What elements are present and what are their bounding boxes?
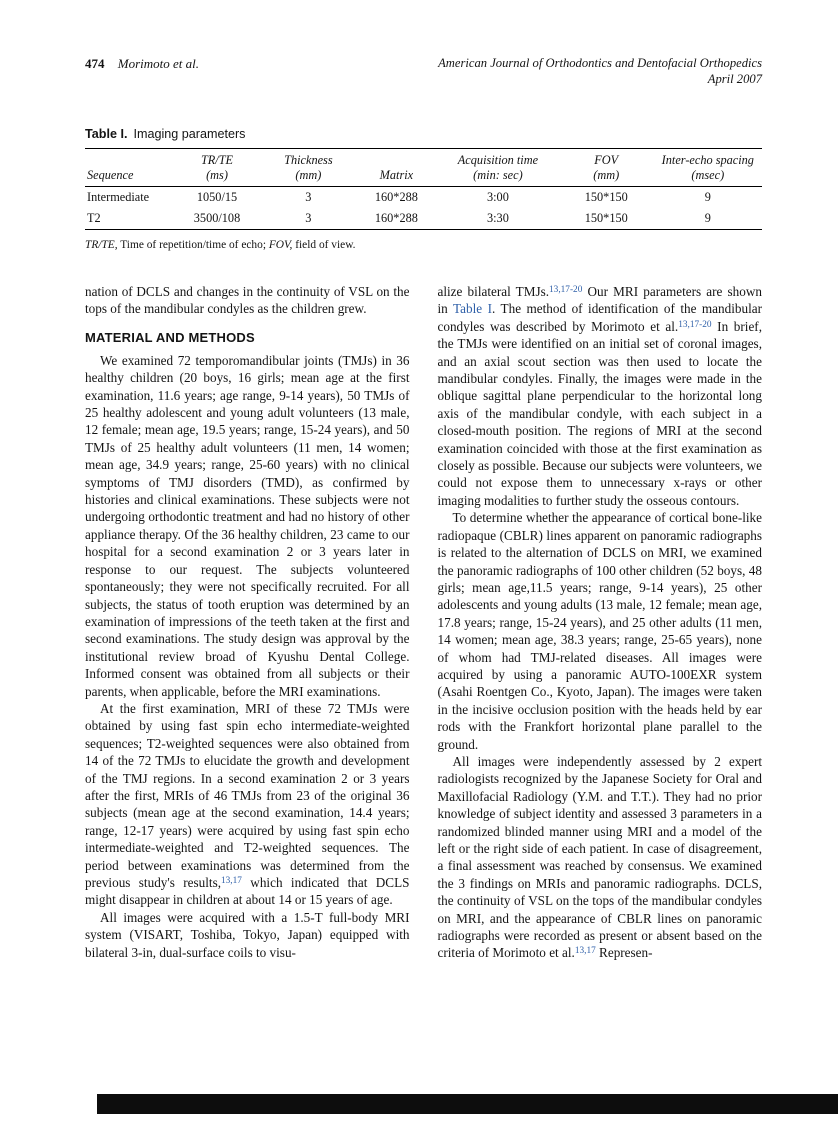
table-column-header: Thickness (mm) [284,153,333,182]
text-segment: Our MRI parameters are shown in [437,284,762,317]
table-header-row [85,149,762,187]
text-segment: We examined 72 temporomandibular joints (TMJs) in 36 healthy children (20 boys, 16 girls; mean age at the first examination, 11.6 years; age range, 9-14 years), 50 TMJs of 25 healthy adolescent and young adult volunteers (13 male, 12 female; mean age, 19.5 years; range, 15-24 years), and 50 TMJs of 25 healthy adult volunteers (11 men, 14 women; mean age, 34.9 years; range, 25-60 years) with no clinical symptoms of TMJ disorders (TMD), as confirmed by histories and clinical examinations. These subjects were not undergoing orthodontic treatment and had no history of other appliance therapy. Of the 36 healthy children, 23 came to our hospital for a second examination 2 or 3 years later in response to our request. The subjects volunteered spontaneously; they were not specifically recruited. For all subjects, the status of tooth eruption was determined by an examination of impressions of the teeth taken at the first and second examinations. The study design was approval by the institutional review broad of Kyushu Dental College. Informed consent was obtained from all subjects or their parents, when applicable, before the MRI examinations. [85,352,410,699]
text-segment: All images were acquired with a 1.5-T full-body MRI system (VISART, Toshiba, Tokyo, Japan) equipped with bilateral 3-in, dual-surface coils to visu- [85,909,410,960]
text-segment: In brief, the TMJs were identified on an initial set of coronal images, and an axial scout section was then used to locate the mandibular condyles. Finally, the images were made in the oblique sagittal plane perpendicular to the horizontal long axis of the mandibular condyle, with each subject in a closed-mouth position. The regions of MRI at the second examination coincided with those at the first examination as closely as possible. Because our subjects were volunteers, we could not expose them to unnecessary x-rays or other imaging modalities to further study the osseous contours. [437,318,762,508]
table-cell: 160*288 [374,190,418,204]
page-number: 474 [85,56,105,71]
text-segment: FOV, [268,239,293,251]
table-cell: 9 [704,190,711,204]
text-segment: alize bilateral TMJs. [437,284,550,299]
table-cell: T2 [87,211,101,225]
journal-title: American Journal of Orthodontics and Dentofacial Orthopedics [438,56,762,70]
imaging-parameters-table [85,148,762,230]
running-head-left [85,56,199,72]
article-body [85,283,762,962]
running-author: Morimoto et al. [117,56,199,71]
table-row [85,187,762,209]
text-segment: nation of DCLS and changes in the continuity of VSL on the tops of the mandibular condyles as the children grew. [85,284,410,317]
text-segment: TR/TE, [85,239,118,251]
table-cell: 160*288 [374,211,418,225]
paragraph [438,753,763,962]
text-segment: . The method of identification of the mandibular condyles was described by Morimoto et al. [437,301,762,334]
text-segment: Represen- [595,945,653,961]
paragraph [438,509,763,753]
right-column [438,283,763,962]
citation-link[interactable]: 13,17 [221,875,242,886]
section-heading: MATERIAL AND METHODS [85,329,255,345]
table-caption [85,127,762,141]
page-header [85,56,762,87]
table-cell: 150*150 [584,190,628,204]
table-cell: 3 [305,211,312,225]
table-cell: 3500/108 [193,211,241,225]
table-cell: 1050/15 [196,190,238,204]
paragraph [85,700,410,909]
text-segment: which indicated that DCLS might disappear in children at about 14 or 15 years of age. [85,875,410,908]
table-cell: 150*150 [584,211,628,225]
text-segment: At the first examination, MRI of these 72 TMJs were obtained by using fast spin echo intermediate-weighted sequences; T2-weighted sequences were also obtained from 14 of the 72 TMJs to elucidate the growth and development of the TMJ regions. In a second examination 2 or 3 years after the first, MRIs of 46 TMJs from 23 of the original 36 subjects (mean age at the second examination, 14.4 years; range, 12-17 years) were acquired by using fast spin echo intermediate-weighted and T2-weighted sequences. The period between examinations was determined from the previous study's results, [85,700,410,890]
running-head-right [438,56,762,87]
table-row [85,208,762,230]
table-cell: 3:30 [486,211,509,225]
text-segment: To determine whether the appearance of cortical bone-like radiopaque (CBLR) lines apparent on panoramic radiographs is related to the alternation of DCLS on MRI, we examined the panoramic radiographs of 100 other children (52 boys, 48 girls; mean age,11.5 years; range, 9-14 years), 25 other adolescents and young adults (13 male, 12 female; mean age, 17.8 years; range, 15-24 years), and 25 other adults (11 men, 14 women; mean age, 38.3 years; range, 25-65 years), none of whom had TMJ-related diseases. All images were acquired by using a panoramic AUTO-100EXR system (Asahi Roentgen Co., Kyoto, Japan). The images were taken in the incisive occlusion position with the heads held by ear rods with the Frankfort horizontal plane parallel to the ground. [437,510,762,752]
paragraph [85,909,410,961]
table-ref-link[interactable]: Table I [453,301,492,317]
table-cell: 3 [305,190,312,204]
left-column [85,283,410,962]
table-footnote [85,238,762,252]
table-column-header: TR/TE (ms) [200,153,234,182]
table-column-header: FOV (mm) [593,153,620,182]
table-column-header: Inter-echo spacing (msec) [661,153,754,182]
text-segment: field of view. [292,239,356,251]
paragraph [85,283,410,318]
table-title: Imaging parameters [133,127,246,141]
table-column-header: Sequence [87,167,134,182]
paragraph [438,283,763,509]
text-segment: Time of repetition/time of echo; [117,239,269,251]
table-cell: Intermediate [87,190,150,204]
table-column-header: Matrix [379,167,414,182]
journal-issue: April 2007 [707,71,762,86]
text-segment: All images were independently assessed by 2 expert radiologists recognized by the Japanese Society for Oral and Maxillofacial Radiology (Y.M. and T.T.). They had no prior knowledge of subject identity and assessed 3 parameters in a randomized blinded manner using MRI and a model of the left or the right side of each patient. In case of disagreement, a final assessment was reached by consensus. We examined the 3 findings on MRIs and panoramic radiographs. DCLS, the continuity of VSL on the tops of the mandibular condyles on MRI, and the appearance of CBLR lines on panoramic radiographs were recorded as present or absent based on the criteria of Morimoto et al. [437,753,762,961]
table-cell: 9 [704,211,711,225]
citation-link[interactable]: 13,17-20 [549,284,583,295]
citation-link[interactable]: 13,17 [574,946,596,957]
table-block [85,127,762,252]
citation-link[interactable]: 13,17-20 [678,319,712,330]
scan-artifact-bar [97,1094,838,1114]
table-label: Table I. [85,127,128,141]
table-column-header: Acquisition time (min: sec) [457,153,539,182]
paragraph [85,352,410,700]
table-body [85,187,762,230]
table-cell: 3:00 [486,190,509,204]
